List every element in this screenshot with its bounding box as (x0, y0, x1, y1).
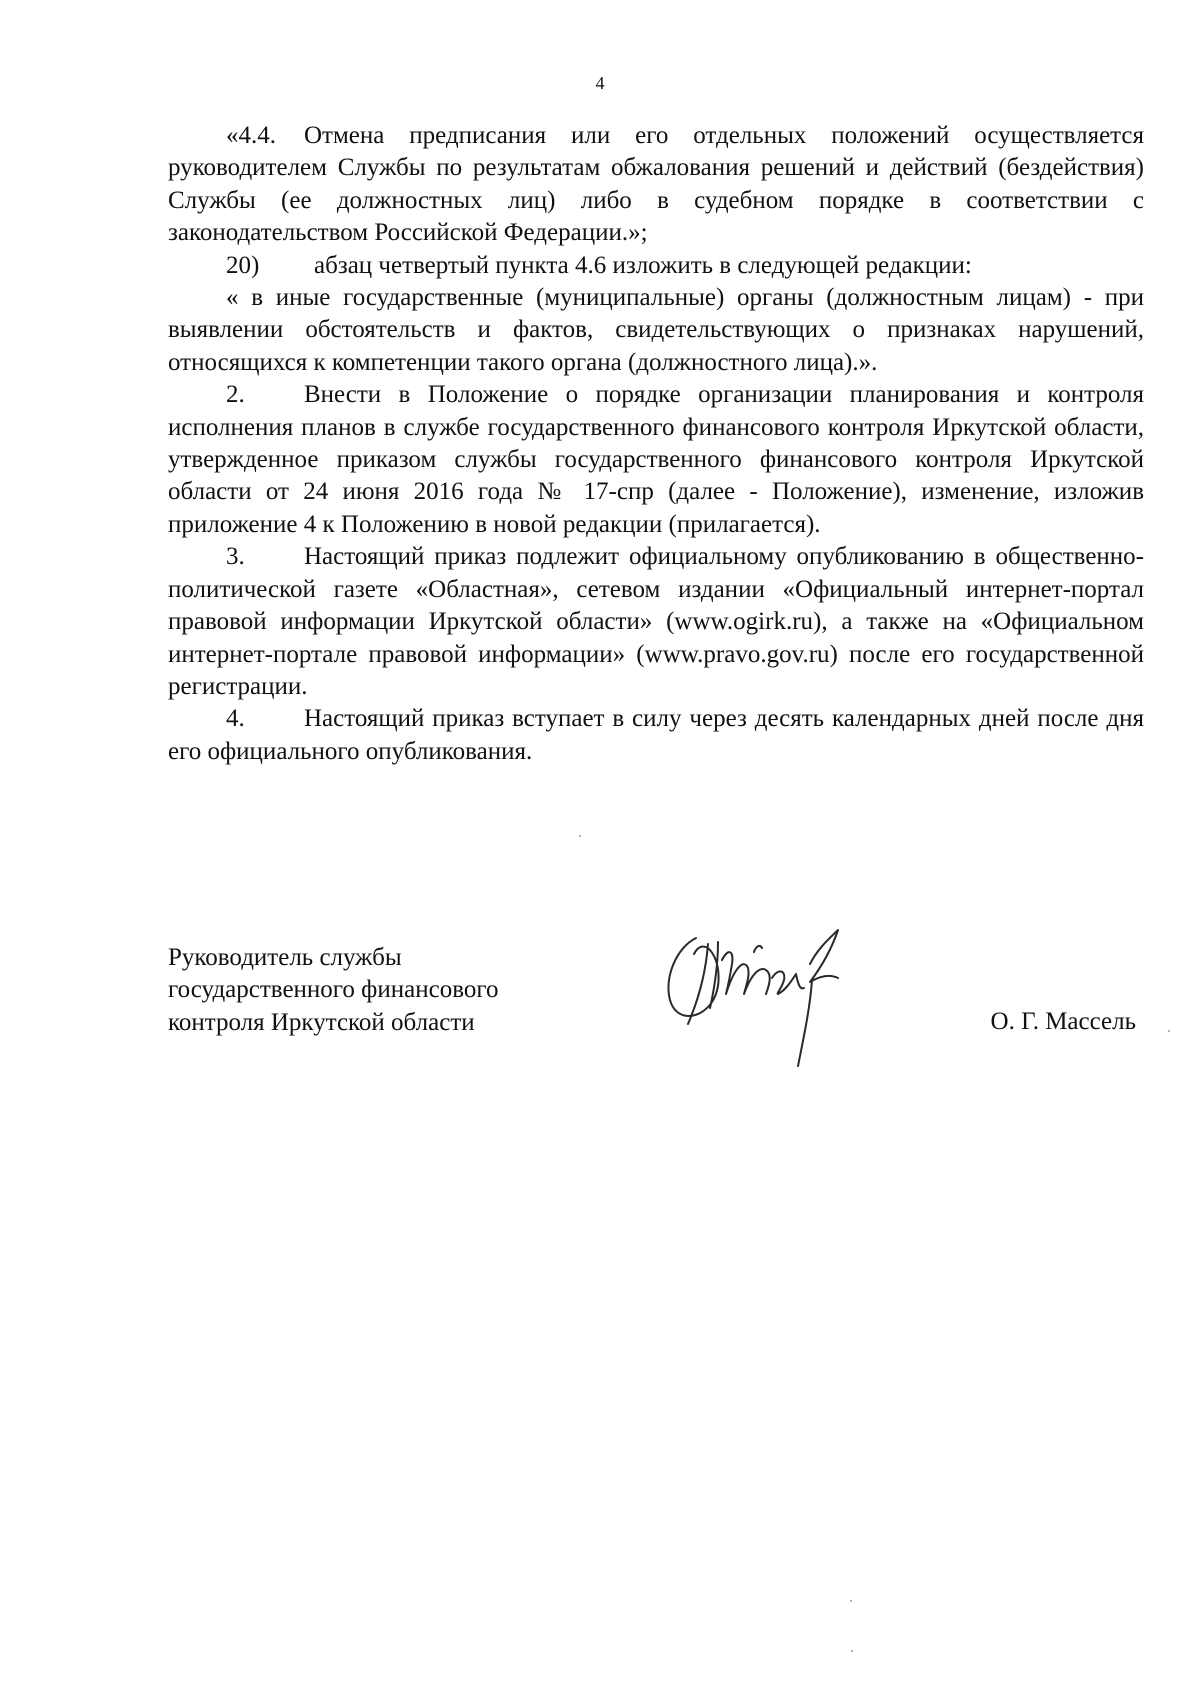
paragraph-number: «4.4. (226, 122, 276, 149)
paragraph-item-20 (168, 250, 1144, 282)
signatory-title (168, 942, 588, 1039)
signatory-title-line: государственного финансового (168, 976, 499, 1004)
signature-stroke (688, 944, 708, 1024)
page-number: 4 (595, 73, 605, 93)
paragraph-number: 4. (226, 705, 245, 733)
paragraph-text: Настоящий приказ подлежит официальному опубликованию в общественно-политической газете «Областная», сетевом издании «Официальный интернет-портал правовой информации Иркутской области» (www.ogirk.ru), а также на «Официальном интернет-портале правовой информации» (www.pravo.gov.ru) после его государственной регистрации. (168, 543, 1144, 700)
signature-stroke (772, 971, 804, 994)
paragraph-4-4 (168, 120, 1144, 250)
scan-speck (850, 1600, 852, 1602)
paragraph-text: Внести в Положение о порядке организации планирования и контроля исполнения планов в службе государственного финансового контроля Иркутской области, утвержденное приказом службы государственного финансового контроля Иркутской области от 24 июня 2016 года № 17-спр (далее - Положение), изменение, изложив приложение 4 к Положению в новой редакции (прилагается). (168, 381, 1144, 538)
signatory-name: О. Г. Массель (990, 1008, 1136, 1035)
paragraph-number: 20) (226, 251, 260, 279)
handwritten-signature (652, 924, 872, 1074)
paragraph-text: Отмена предписания или его отдельных положений осуществляется руководителем Службы по результатам обжалования решений и действий (бездействия) Службы (ее должностных лиц) либо в судебном порядке в соответствии с законодательством Российской Федерации.»; (168, 122, 1144, 247)
scan-speck (851, 1650, 853, 1652)
paragraph-quoted-amendment (168, 282, 1144, 379)
signature-block (168, 942, 1144, 1092)
document-body (168, 120, 1144, 768)
signatory-title-line: Руководитель службы (168, 944, 402, 971)
signature-stroke (754, 946, 762, 952)
signature-stroke (722, 952, 770, 994)
paragraph-3 (168, 541, 1144, 703)
paragraph-text: « в иные государственные (муниципальные) органы (должностным лицам) - при выявлении обстоятельств и фактов, свидетельствующих о признаках нарушений, относящихся к компетенции такого органа (должностного лица).». (168, 284, 1144, 376)
paragraph-text: Настоящий приказ вступает в силу через десять календарных дней после дня его официального опубликования. (168, 705, 1144, 765)
signature-stroke (810, 930, 838, 982)
signatory-title-line: контроля Иркутской области (168, 1008, 475, 1036)
paragraph-number: 3. (226, 543, 245, 571)
paragraph-text: абзац четвертый пункта 4.6 изложить в следующей редакции: (314, 251, 972, 279)
paragraph-number: 2. (226, 381, 245, 409)
paragraph-4 (168, 703, 1144, 768)
scan-speck (579, 835, 581, 837)
signature-stroke (798, 980, 812, 1066)
scan-speck (1168, 1030, 1170, 1032)
paragraph-2 (168, 379, 1144, 541)
